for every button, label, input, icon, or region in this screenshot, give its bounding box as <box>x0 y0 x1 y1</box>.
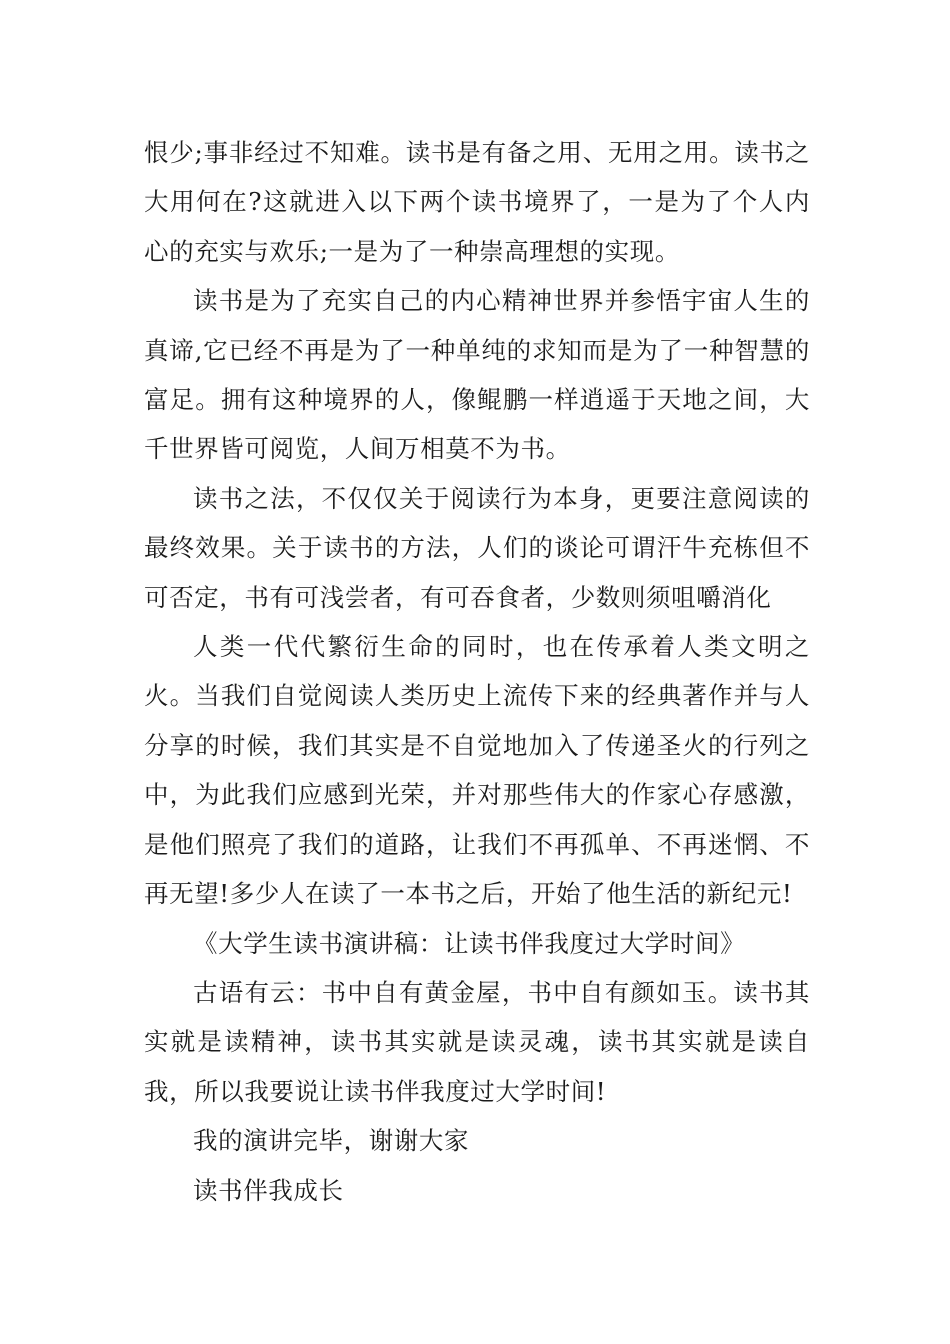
speech-title: 《大学生读书演讲稿：让读书伴我度过大学时间》 <box>193 928 746 958</box>
paragraph-ancient-saying: 古语有云：书中自有黄金屋，书中自有颜如玉。读书其实就是读精神，读书其实就是读灵魂，读书其实就是读自我，所以我要说让读书伴我度过大学时间! <box>144 977 810 1106</box>
paragraph-closing: 我的演讲完毕，谢谢大家 <box>193 1126 470 1156</box>
document-body <box>144 128 810 1215</box>
paragraph-civilization: 人类一代代繁衍生命的同时，也在传承着人类文明之火。当我们自觉阅读人类历史上流传下来的经典著作并与人分享的时候，我们其实是不自觉地加入了传递圣火的行列之中，为此我们应感到光荣，并对那些伟大的作家心存感激，是他们照亮了我们的道路，让我们不再孤单、不再迷惘、不再无望!多少人在读了一本书之后，开始了他生活的新纪元! <box>144 632 810 909</box>
paragraph-reading-realm: 读书是为了充实自己的内心精神世界并参悟宇宙人生的真谛,它已经不再是为了一种单纯的求知而是为了一种智慧的富足。拥有这种境界的人，像鲲鹏一样逍遥于天地之间，大千世界皆可阅览，人间万相莫不为书。 <box>144 286 810 464</box>
section-heading: 读书伴我成长 <box>193 1175 344 1205</box>
paragraph-reading-method: 读书之法，不仅仅关于阅读行为本身，更要注意阅读的最终效果。关于读书的方法，人们的谈论可谓汗牛充栋但不可否定，书有可浅尝者，有可吞食者，少数则须咀嚼消化 <box>144 483 810 612</box>
paragraph-continued: 恨少;事非经过不知难。读书是有备之用、无用之用。读书之大用何在?这就进入以下两个读书境界了，一是为了个人内心的充实与欢乐;一是为了一种崇高理想的实现。 <box>144 138 810 266</box>
